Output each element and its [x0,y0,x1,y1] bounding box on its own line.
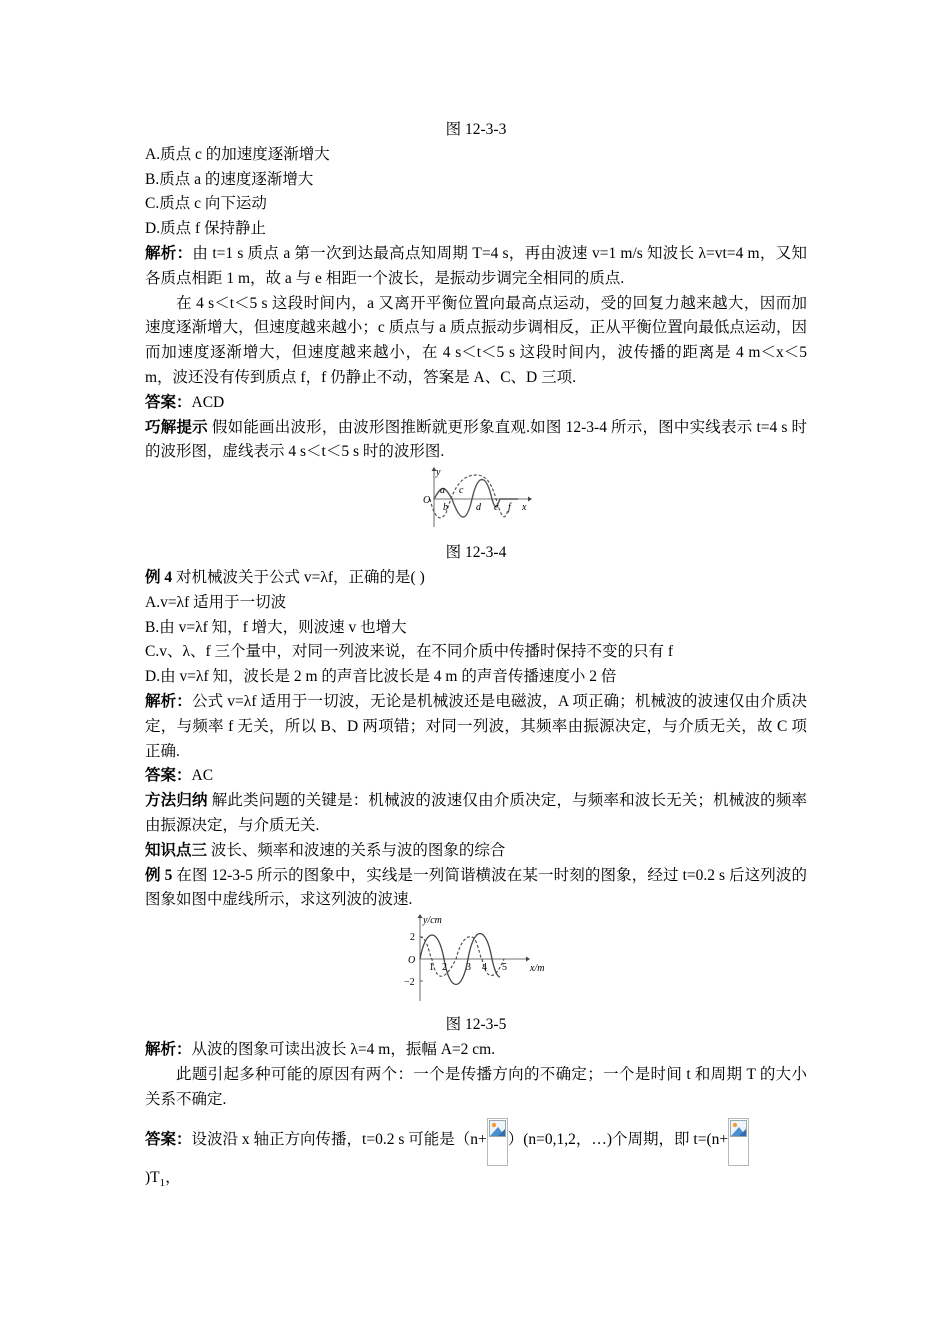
document-page [145,118,807,1196]
method-summary [145,789,807,839]
ex4-answer-label: 答案： [145,767,192,785]
ex4-option-a: A.v=λf 适用于一切波 [145,593,287,611]
kp3-text: 波长、频率和波速的关系与波的图象的综合 [207,841,506,859]
ex5-answer-text-2: ）(n=0,1,2，…)个周期，即 t=(n+ [507,1131,729,1149]
axis-y-label: y [436,467,441,479]
point-a-label: a [440,485,445,497]
ex5-answer-text-4: ， [165,1169,181,1187]
ex5-analysis-text: 从波的图象可读出波长 λ=4 m，振幅 A=2 cm. [191,1040,496,1058]
figure-12-3-4 [145,465,807,531]
wave-graph-12-3-5 [396,913,556,1003]
y-axis-label: y/cm [423,915,442,927]
ex4-option-d: D.由 v=λf 知，波长是 2 m 的声音比波长是 4 m 的声音传播速度小 2 倍 [145,668,617,686]
tip-paragraph [145,416,807,466]
ex3-option-a: A.质点 c 的加速度逐渐增大 [145,145,330,163]
point-c-label: c [459,485,464,497]
method-text: 解此类问题的关键是：机械波的波速仅由介质决定，与频率和波长无关；机械波的频率由振源决定，与介质无关. [145,792,807,834]
ex5-answer-subscript: 1 [159,1177,166,1190]
ex5-answer-continued [145,1166,807,1196]
ex4-analysis-label: 解析： [145,692,192,710]
x-axis-label: x/m [530,963,545,975]
ex4-option-b: B.由 v=λf 知，f 增大，则波速 v 也增大 [145,618,407,636]
ex3-analysis-label: 解析： [145,244,193,262]
knowledge-point-3 [145,839,807,864]
ex3-answer [145,391,807,416]
broken-fraction-image [728,1118,749,1166]
ex3-answer-value: ACD [191,393,225,411]
y-tick-minus-2: −2 [404,977,415,989]
point-e-label: e [494,502,499,514]
broken-image-icon [730,1120,747,1137]
ex3-option-d: D.质点 f 保持静止 [145,220,266,238]
ex3-analysis [145,242,807,292]
ex4-question-text: 对机械波关于公式 v=λf，正确的是( ) [172,568,425,586]
ex3-answer-label: 答案： [145,393,192,411]
ex5-analysis-label: 解析： [145,1040,192,1058]
method-label: 方法归纳 [145,792,208,810]
y-tick-2: 2 [410,932,415,944]
tip-label: 巧解提示 [145,418,208,436]
ex4-answer [145,764,807,789]
broken-fraction-image [487,1118,508,1166]
origin-label: O [423,495,431,507]
x-tick-1: 1 [429,962,434,974]
ex3-analysis-text: 由 t=1 s 质点 a 第一次到达最高点知周期 T=4 s，再由波速 v=1 m/s 知波长 λ=vt=4 m，又知各质点相距 1 m，故 a 与 e 相距一个波长，是振动步调完全相同的质点. [145,244,807,287]
ex5-label: 例 5 [145,866,173,884]
ex5-answer [145,1118,807,1166]
ex5-question [145,864,807,914]
ex4-label: 例 4 [145,568,173,586]
ex5-answer-text-3: )T [145,1169,160,1187]
broken-image-icon [489,1120,506,1137]
x-tick-4: 4 [482,962,487,974]
wave-diagram-12-3-4 [420,465,532,531]
tip-text: 假如能画出波形，由波形图推断就更形象直观.如图 12-3-4 所示，图中实线表示 t=4 s 时的波形图，虚线表示 4 s＜t＜5 s 时的波形图. [145,418,807,461]
point-d-label: d [476,502,481,514]
ex3-option-b: B.质点 a 的速度逐渐增大 [145,170,314,188]
ex3-analysis-paragraph-2: 在 4 s＜t＜5 s 这段时间内，a 又离开平衡位置向最高点运动，受的回复力越来越大，因而加速度逐渐增大，但速度越来越小；c 质点与 a 质点振动步调相反，正从平衡位置向最低点运动，因而加速度逐渐增大，但速度越来越小，在 4 s＜t＜5 s 这段时间内，波传播的距离是 4 m＜x＜5 m，波还没有传到质点 f，f 仍静止不动，答案是 A、C、D 三项. [145,294,807,386]
point-f-label: f [508,502,511,514]
x-tick-5: 5 [502,962,507,974]
ex5-answer-label: 答案： [145,1131,192,1149]
ex5-analysis [145,1038,807,1063]
ex4-analysis-text: 公式 v=λf 适用于一切波，无论是机械波还是电磁波，A 项正确；机械波的波速仅由介质决定，与频率 f 无关，所以 B、D 两项错；对同一列波，其频率由振源决定，与介质无关，故 C 项正确. [145,692,807,760]
figure-caption-12-3-5: 图 12-3-5 [445,1016,507,1034]
figure-caption-12-3-4: 图 12-3-4 [445,544,507,562]
ex5-question-text: 在图 12-3-5 所示的图象中，实线是一列简谐横波在某一时刻的图象，经过 t=0.2 s 后这列波的图象如图中虚线所示，求这列波的波速. [145,866,807,909]
ex4-answer-value: AC [191,767,214,785]
origin-label: O [408,955,416,967]
ex4-question [145,566,807,591]
ex5-answer-text-1: 设波沿 x 轴正方向传播，t=0.2 s 可能是（n+ [191,1131,487,1149]
kp3-label: 知识点三 [145,841,208,859]
axis-x-label: x [522,502,527,514]
ex5-analysis-paragraph-2: 此题引起多种可能的原因有两个：一个是传播方向的不确定；一个是时间 t 和周期 T 的大小关系不确定. [145,1065,807,1108]
x-tick-3: 3 [466,962,471,974]
x-tick-2: 2 [442,962,447,974]
ex4-analysis [145,690,807,764]
ex3-option-c: C.质点 c 向下运动 [145,195,267,213]
figure-caption-12-3-3: 图 12-3-3 [445,121,507,138]
ex4-option-c: C.v、λ、f 三个量中，对同一列波来说，在不同介质中传播时保持不变的只有 f [145,643,674,661]
point-b-label: b [443,502,448,514]
figure-12-3-5 [145,913,807,1003]
